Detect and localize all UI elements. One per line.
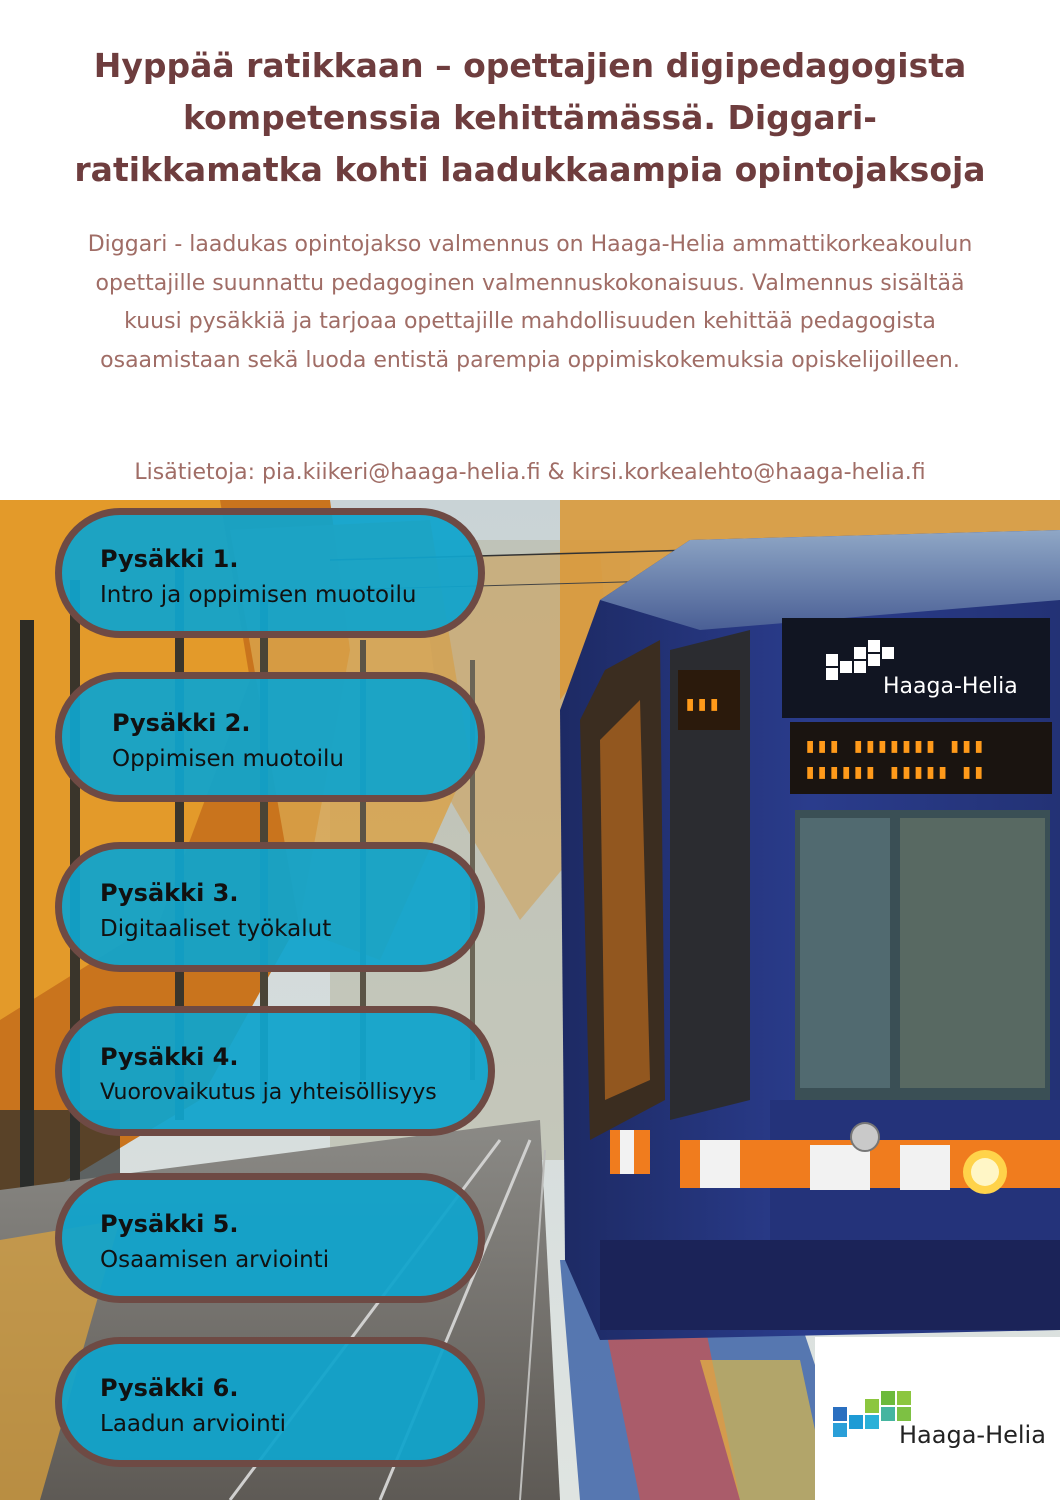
stop-3-description: Digitaaliset työkalut	[100, 916, 332, 942]
stop-3-title: Pysäkki 3.	[100, 879, 239, 907]
intro-text: Diggari - laadukas opintojakso valmennus on Haaga-Helia ammattikorkeakoulun opettajille suunnattu pedagoginen valmennuskokonaisuus. Valmennus sisältää kuusi pysäkkiä ja tarjoaa opettajille mahdollisuuden kehittää pedagogista osaamistaan sekä luoda entistä parempia oppimiskokemuksia opiskelijoilleen.	[87, 232, 973, 373]
stop-4-description: Vuorovaikutus ja yhteisöllisyys	[100, 1080, 437, 1105]
stop-2-title: Pysäkki 2.	[112, 709, 251, 737]
tram-logo-text: Haaga-Helia	[883, 674, 1018, 699]
stop-2-card	[55, 672, 485, 802]
contact-line: Lisätietoja: pia.kiikeri@haaga-helia.fi & kirsi.korkealehto@haaga-helia.fi	[134, 460, 926, 485]
svg-text:▮▮▮▮▮▮ ▮▮▮▮▮ ▮▮: ▮▮▮▮▮▮ ▮▮▮▮▮ ▮▮	[804, 759, 985, 783]
svg-text:▮▮▮ ▮▮▮▮▮▮▮ ▮▮▮: ▮▮▮ ▮▮▮▮▮▮▮ ▮▮▮	[804, 733, 985, 757]
svg-text:▮▮▮: ▮▮▮	[684, 691, 721, 715]
logo-text: Haaga-Helia	[899, 1421, 1046, 1449]
haaga-helia-logo	[815, 1337, 1060, 1500]
header	[0, 0, 1060, 500]
stop-4-card	[55, 1006, 495, 1136]
page-title: Hyppää ratikkaan – opettajien digipedagogista kompetenssia kehittämässä. Diggari-ratikkamatka kohti laadukkaampia opintojaksoja	[74, 46, 986, 189]
stop-3-card	[55, 842, 485, 972]
stop-6-description: Laadun arviointi	[100, 1411, 287, 1437]
stop-5-title: Pysäkki 5.	[100, 1210, 239, 1238]
stop-6-card	[55, 1337, 485, 1467]
stop-6-title: Pysäkki 6.	[100, 1374, 239, 1402]
stop-1-description: Intro ja oppimisen muotoilu	[100, 582, 417, 608]
stop-5-description: Osaamisen arviointi	[100, 1247, 330, 1273]
stop-4-title: Pysäkki 4.	[100, 1043, 239, 1071]
stop-5-card	[55, 1173, 485, 1303]
stop-1-card	[55, 508, 485, 638]
stop-1-title: Pysäkki 1.	[100, 545, 239, 573]
stop-2-description: Oppimisen muotoilu	[112, 746, 345, 772]
tram-photo	[0, 500, 1060, 1500]
